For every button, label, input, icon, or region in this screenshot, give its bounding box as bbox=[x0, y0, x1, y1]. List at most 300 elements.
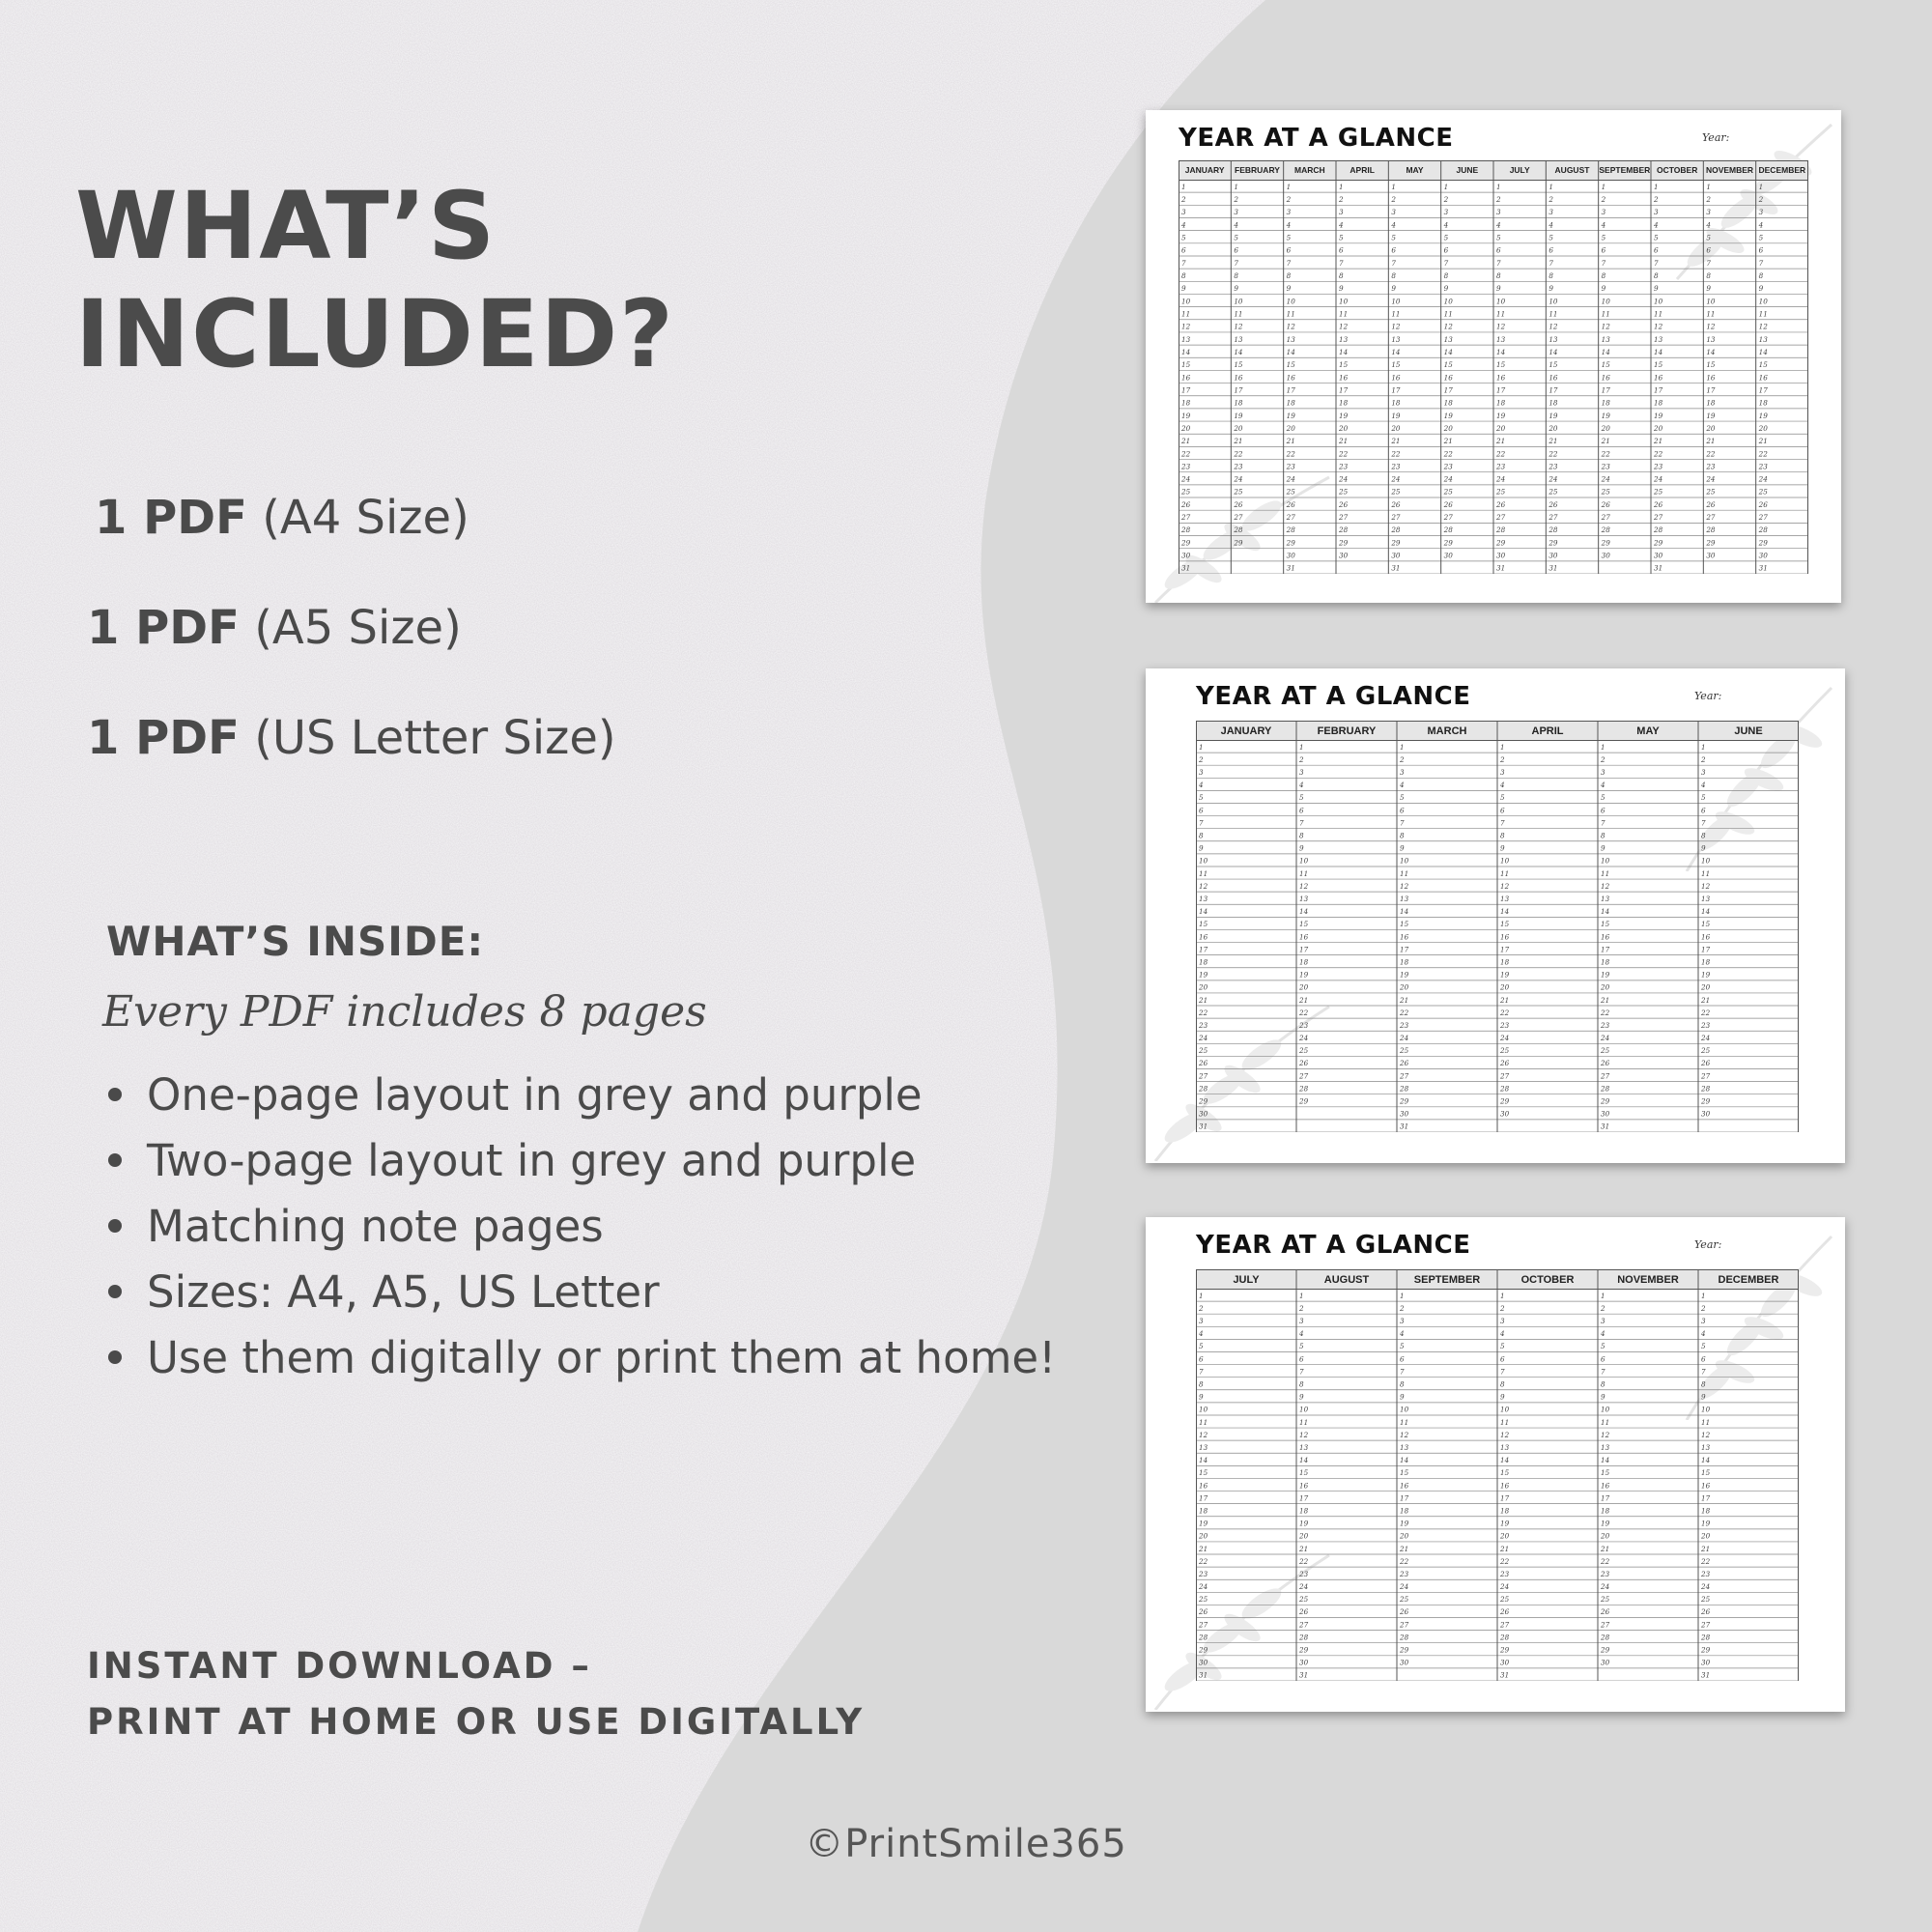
day-number: 1 bbox=[1496, 182, 1501, 191]
day-number: 5 bbox=[1299, 793, 1304, 803]
day-number: 14 bbox=[1400, 1456, 1409, 1465]
day-number: 4 bbox=[1199, 1329, 1204, 1339]
day-number: 19 bbox=[1391, 411, 1401, 420]
month-header: JULY bbox=[1233, 1274, 1260, 1287]
day-number: 17 bbox=[1391, 385, 1401, 395]
day-number: 30 bbox=[1654, 551, 1663, 560]
day-number: 15 bbox=[1500, 1468, 1510, 1478]
day-number: 12 bbox=[1181, 322, 1191, 331]
day-number: 23 bbox=[1701, 1569, 1711, 1578]
day-number: 22 bbox=[1500, 1556, 1510, 1566]
day-number: 9 bbox=[1286, 284, 1292, 294]
day-number: 13 bbox=[1500, 1442, 1510, 1452]
day-number: 9 bbox=[1400, 1392, 1405, 1402]
day-number: 4 bbox=[1500, 1329, 1505, 1339]
day-number: 3 bbox=[1286, 208, 1292, 217]
month-header: MAY bbox=[1406, 165, 1424, 176]
bullet-icon bbox=[108, 1219, 122, 1233]
day-number: 2 bbox=[1500, 1303, 1505, 1313]
day-number: 14 bbox=[1199, 907, 1208, 917]
day-number: 6 bbox=[1199, 806, 1204, 815]
day-number: 24 bbox=[1199, 1582, 1208, 1592]
day-number: 15 bbox=[1391, 360, 1401, 370]
day-number: 15 bbox=[1234, 360, 1243, 370]
day-number: 7 bbox=[1654, 258, 1659, 268]
day-number: 23 bbox=[1400, 1020, 1409, 1030]
day-number: 28 bbox=[1548, 526, 1558, 535]
day-number: 23 bbox=[1199, 1020, 1208, 1030]
day-number: 8 bbox=[1234, 271, 1238, 280]
day-number: 9 bbox=[1500, 1392, 1505, 1402]
day-number: 10 bbox=[1443, 297, 1453, 306]
day-number: 4 bbox=[1701, 1329, 1706, 1339]
day-number: 12 bbox=[1299, 881, 1309, 891]
day-number: 13 bbox=[1339, 334, 1349, 344]
day-number: 27 bbox=[1701, 1620, 1711, 1630]
day-number: 2 bbox=[1400, 1303, 1405, 1313]
day-number: 14 bbox=[1443, 347, 1453, 356]
day-number: 19 bbox=[1601, 411, 1610, 420]
day-number: 29 bbox=[1286, 538, 1295, 548]
day-number: 21 bbox=[1199, 1544, 1208, 1553]
day-number: 18 bbox=[1199, 957, 1208, 967]
day-number: 7 bbox=[1701, 1367, 1706, 1377]
preview-card-full-year bbox=[1146, 110, 1841, 603]
day-number: 5 bbox=[1391, 233, 1396, 242]
day-number: 29 bbox=[1299, 1645, 1309, 1655]
day-number: 18 bbox=[1181, 398, 1191, 408]
day-number: 6 bbox=[1400, 806, 1405, 815]
day-number: 1 bbox=[1391, 182, 1396, 191]
day-number: 16 bbox=[1654, 373, 1663, 383]
day-number: 4 bbox=[1400, 1329, 1405, 1339]
day-number: 13 bbox=[1601, 894, 1610, 903]
day-number: 4 bbox=[1339, 220, 1344, 230]
day-number: 23 bbox=[1654, 462, 1663, 471]
day-number: 4 bbox=[1286, 220, 1292, 230]
day-number: 22 bbox=[1234, 449, 1243, 459]
day-number: 18 bbox=[1701, 1506, 1711, 1516]
day-number: 26 bbox=[1299, 1607, 1309, 1617]
day-number: 17 bbox=[1496, 385, 1506, 395]
day-number: 17 bbox=[1400, 945, 1409, 954]
day-number: 22 bbox=[1601, 449, 1610, 459]
day-number: 11 bbox=[1400, 868, 1409, 878]
day-number: 1 bbox=[1339, 182, 1344, 191]
day-number: 27 bbox=[1496, 513, 1506, 523]
day-number: 4 bbox=[1299, 1329, 1304, 1339]
day-number: 8 bbox=[1500, 831, 1505, 840]
day-number: 9 bbox=[1391, 284, 1396, 294]
day-number: 20 bbox=[1654, 423, 1663, 433]
day-number: 24 bbox=[1400, 1034, 1409, 1043]
day-number: 20 bbox=[1601, 1531, 1610, 1541]
day-number: 30 bbox=[1339, 551, 1349, 560]
day-number: 7 bbox=[1181, 258, 1186, 268]
calendar-grid bbox=[1196, 1269, 1799, 1681]
day-number: 21 bbox=[1234, 437, 1243, 446]
day-number: 7 bbox=[1601, 1367, 1605, 1377]
day-number: 16 bbox=[1548, 373, 1558, 383]
day-number: 23 bbox=[1199, 1569, 1208, 1578]
day-number: 11 bbox=[1199, 868, 1208, 878]
day-number: 22 bbox=[1601, 1556, 1610, 1566]
day-number: 25 bbox=[1601, 487, 1610, 497]
day-number: 4 bbox=[1496, 220, 1501, 230]
day-number: 13 bbox=[1299, 1442, 1309, 1452]
day-number: 15 bbox=[1496, 360, 1506, 370]
page-heading bbox=[75, 172, 675, 388]
day-number: 5 bbox=[1400, 793, 1405, 803]
day-number: 29 bbox=[1601, 1096, 1610, 1106]
day-number: 5 bbox=[1299, 1342, 1304, 1351]
bullet-icon bbox=[108, 1350, 122, 1364]
day-number: 6 bbox=[1500, 1354, 1505, 1364]
day-number: 18 bbox=[1706, 398, 1716, 408]
day-number: 30 bbox=[1181, 551, 1191, 560]
day-number: 22 bbox=[1548, 449, 1558, 459]
day-number: 10 bbox=[1500, 1405, 1510, 1414]
calendar-grid bbox=[1196, 721, 1799, 1132]
day-number: 30 bbox=[1443, 551, 1453, 560]
day-number: 16 bbox=[1758, 373, 1768, 383]
day-number: 23 bbox=[1443, 462, 1453, 471]
day-number: 7 bbox=[1391, 258, 1396, 268]
day-number: 21 bbox=[1496, 437, 1506, 446]
day-number: 1 bbox=[1400, 742, 1405, 752]
day-number: 9 bbox=[1601, 1392, 1605, 1402]
day-number: 10 bbox=[1706, 297, 1716, 306]
day-number: 12 bbox=[1758, 322, 1768, 331]
day-number: 19 bbox=[1758, 411, 1768, 420]
day-number: 10 bbox=[1199, 856, 1208, 866]
day-number: 30 bbox=[1601, 1658, 1610, 1667]
month-header: MAY bbox=[1636, 725, 1660, 738]
day-number: 20 bbox=[1601, 423, 1610, 433]
day-number: 27 bbox=[1654, 513, 1663, 523]
day-number: 2 bbox=[1199, 754, 1204, 764]
day-number: 16 bbox=[1701, 1481, 1711, 1491]
day-number: 20 bbox=[1500, 982, 1510, 992]
day-number: 8 bbox=[1199, 831, 1204, 840]
day-number: 25 bbox=[1443, 487, 1453, 497]
day-number: 6 bbox=[1601, 806, 1605, 815]
day-number: 22 bbox=[1199, 1556, 1208, 1566]
day-number: 5 bbox=[1601, 1342, 1605, 1351]
calendar-grid bbox=[1179, 160, 1808, 574]
day-number: 21 bbox=[1654, 437, 1663, 446]
list-item bbox=[108, 1128, 1056, 1194]
day-number: 6 bbox=[1234, 245, 1238, 255]
day-number: 5 bbox=[1548, 233, 1553, 242]
day-number: 26 bbox=[1286, 499, 1295, 509]
day-number: 15 bbox=[1339, 360, 1349, 370]
day-number: 25 bbox=[1601, 1595, 1610, 1605]
day-number: 12 bbox=[1400, 1430, 1409, 1439]
day-number: 23 bbox=[1400, 1569, 1409, 1578]
feature-text: Sizes: A4, A5, US Letter bbox=[147, 1266, 660, 1318]
day-number: 17 bbox=[1199, 945, 1208, 954]
day-number: 3 bbox=[1299, 1317, 1304, 1326]
day-number: 13 bbox=[1500, 894, 1510, 903]
day-number: 13 bbox=[1400, 1442, 1409, 1452]
day-number: 20 bbox=[1339, 423, 1349, 433]
day-number: 24 bbox=[1199, 1034, 1208, 1043]
day-number: 3 bbox=[1181, 208, 1186, 217]
day-number: 2 bbox=[1654, 195, 1659, 205]
day-number: 8 bbox=[1654, 271, 1659, 280]
day-number: 31 bbox=[1548, 563, 1558, 573]
day-number: 23 bbox=[1706, 462, 1716, 471]
day-number: 19 bbox=[1286, 411, 1295, 420]
day-number: 28 bbox=[1500, 1084, 1510, 1094]
day-number: 1 bbox=[1601, 1291, 1605, 1300]
day-number: 13 bbox=[1654, 334, 1663, 344]
bullet-icon bbox=[108, 1088, 122, 1101]
day-number: 23 bbox=[1548, 462, 1558, 471]
day-number: 22 bbox=[1706, 449, 1716, 459]
month-header: DECEMBER bbox=[1718, 1274, 1779, 1287]
day-number: 31 bbox=[1199, 1670, 1208, 1680]
day-number: 8 bbox=[1706, 271, 1711, 280]
day-number: 20 bbox=[1548, 423, 1558, 433]
day-number: 14 bbox=[1391, 347, 1401, 356]
day-number: 4 bbox=[1181, 220, 1186, 230]
day-number: 25 bbox=[1199, 1595, 1208, 1605]
day-number: 27 bbox=[1758, 513, 1768, 523]
day-number: 4 bbox=[1601, 220, 1606, 230]
day-number: 5 bbox=[1701, 1342, 1706, 1351]
day-number: 30 bbox=[1199, 1658, 1208, 1667]
day-number: 14 bbox=[1286, 347, 1295, 356]
day-number: 2 bbox=[1601, 754, 1605, 764]
day-number: 5 bbox=[1701, 793, 1706, 803]
day-number: 24 bbox=[1601, 474, 1610, 484]
day-number: 27 bbox=[1500, 1071, 1510, 1081]
day-number: 16 bbox=[1601, 1481, 1610, 1491]
month-header: OCTOBER bbox=[1520, 1274, 1575, 1287]
day-number: 6 bbox=[1400, 1354, 1405, 1364]
month-header: FEBRUARY bbox=[1317, 725, 1377, 738]
day-number: 11 bbox=[1496, 309, 1506, 319]
day-number: 1 bbox=[1199, 742, 1204, 752]
day-number: 15 bbox=[1400, 920, 1409, 929]
day-number: 25 bbox=[1299, 1046, 1309, 1056]
day-number: 27 bbox=[1339, 513, 1349, 523]
day-number: 20 bbox=[1234, 423, 1243, 433]
day-number: 18 bbox=[1234, 398, 1243, 408]
day-number: 12 bbox=[1701, 1430, 1711, 1439]
day-number: 24 bbox=[1299, 1034, 1309, 1043]
day-number: 10 bbox=[1701, 856, 1711, 866]
bullet-icon bbox=[108, 1285, 122, 1298]
day-number: 16 bbox=[1286, 373, 1295, 383]
day-number: 8 bbox=[1601, 271, 1606, 280]
heading-line-1: WHAT’S bbox=[75, 172, 497, 280]
day-number: 9 bbox=[1701, 1392, 1706, 1402]
day-number: 28 bbox=[1299, 1084, 1309, 1094]
day-number: 17 bbox=[1654, 385, 1663, 395]
day-number: 3 bbox=[1443, 208, 1449, 217]
day-number: 19 bbox=[1701, 970, 1711, 980]
day-number: 19 bbox=[1654, 411, 1663, 420]
day-number: 26 bbox=[1701, 1059, 1711, 1068]
day-number: 6 bbox=[1548, 245, 1553, 255]
day-number: 16 bbox=[1400, 1481, 1409, 1491]
day-number: 28 bbox=[1391, 526, 1401, 535]
day-number: 3 bbox=[1299, 768, 1304, 778]
day-number: 21 bbox=[1701, 1544, 1711, 1553]
preview-card-first-half bbox=[1146, 668, 1845, 1163]
day-number: 19 bbox=[1443, 411, 1453, 420]
day-number: 5 bbox=[1758, 233, 1764, 242]
day-number: 7 bbox=[1500, 818, 1505, 828]
day-number: 25 bbox=[1500, 1595, 1510, 1605]
day-number: 27 bbox=[1601, 1071, 1610, 1081]
day-number: 23 bbox=[1181, 462, 1191, 471]
pdf-size: (A4 Size) bbox=[262, 491, 469, 545]
day-number: 1 bbox=[1299, 1291, 1304, 1300]
day-number: 8 bbox=[1548, 271, 1553, 280]
day-number: 22 bbox=[1601, 1008, 1610, 1017]
day-number: 26 bbox=[1500, 1059, 1510, 1068]
day-number: 19 bbox=[1400, 970, 1409, 980]
day-number: 18 bbox=[1500, 957, 1510, 967]
day-number: 10 bbox=[1496, 297, 1506, 306]
day-number: 21 bbox=[1443, 437, 1453, 446]
day-number: 28 bbox=[1400, 1633, 1409, 1642]
day-number: 30 bbox=[1701, 1109, 1711, 1119]
day-number: 23 bbox=[1286, 462, 1295, 471]
day-number: 2 bbox=[1758, 195, 1764, 205]
day-number: 26 bbox=[1548, 499, 1558, 509]
day-number: 29 bbox=[1500, 1645, 1510, 1655]
day-number: 21 bbox=[1400, 1544, 1409, 1553]
year-label: Year: bbox=[1702, 131, 1730, 144]
day-number: 27 bbox=[1391, 513, 1401, 523]
day-number: 10 bbox=[1601, 856, 1610, 866]
day-number: 5 bbox=[1199, 793, 1204, 803]
feature-text: Use them digitally or print them at home! bbox=[147, 1332, 1057, 1383]
day-number: 10 bbox=[1500, 856, 1510, 866]
day-number: 3 bbox=[1199, 768, 1204, 778]
day-number: 27 bbox=[1181, 513, 1191, 523]
preview-card-second-half bbox=[1146, 1217, 1845, 1712]
day-number: 15 bbox=[1601, 920, 1610, 929]
day-number: 9 bbox=[1299, 1392, 1304, 1402]
day-number: 5 bbox=[1339, 233, 1344, 242]
day-number: 28 bbox=[1443, 526, 1453, 535]
day-number: 24 bbox=[1706, 474, 1716, 484]
day-number: 30 bbox=[1701, 1658, 1711, 1667]
day-number: 19 bbox=[1299, 970, 1309, 980]
day-number: 9 bbox=[1758, 284, 1764, 294]
pdf-count: 1 PDF bbox=[87, 601, 240, 655]
day-number: 20 bbox=[1701, 982, 1711, 992]
day-number: 24 bbox=[1234, 474, 1243, 484]
day-number: 4 bbox=[1654, 220, 1659, 230]
day-number: 10 bbox=[1286, 297, 1295, 306]
day-number: 12 bbox=[1701, 881, 1711, 891]
day-number: 11 bbox=[1500, 1417, 1510, 1427]
day-number: 13 bbox=[1443, 334, 1453, 344]
day-number: 24 bbox=[1286, 474, 1295, 484]
day-number: 1 bbox=[1181, 182, 1186, 191]
day-number: 20 bbox=[1400, 1531, 1409, 1541]
day-number: 31 bbox=[1701, 1670, 1711, 1680]
day-number: 12 bbox=[1199, 1430, 1208, 1439]
day-number: 26 bbox=[1701, 1607, 1711, 1617]
day-number: 8 bbox=[1339, 271, 1344, 280]
day-number: 18 bbox=[1701, 957, 1711, 967]
day-number: 24 bbox=[1654, 474, 1663, 484]
day-number: 4 bbox=[1601, 1329, 1605, 1339]
day-number: 1 bbox=[1299, 742, 1304, 752]
day-number: 17 bbox=[1548, 385, 1558, 395]
day-number: 18 bbox=[1299, 1506, 1309, 1516]
day-number: 1 bbox=[1443, 182, 1449, 191]
day-number: 22 bbox=[1496, 449, 1506, 459]
day-number: 15 bbox=[1701, 920, 1711, 929]
day-number: 24 bbox=[1601, 1582, 1610, 1592]
day-number: 16 bbox=[1199, 1481, 1208, 1491]
day-number: 20 bbox=[1496, 423, 1506, 433]
month-header: NOVEMBER bbox=[1617, 1274, 1679, 1287]
day-number: 5 bbox=[1601, 233, 1606, 242]
day-number: 21 bbox=[1758, 437, 1768, 446]
day-number: 16 bbox=[1400, 932, 1409, 942]
day-number: 18 bbox=[1199, 1506, 1208, 1516]
day-number: 14 bbox=[1400, 907, 1409, 917]
day-number: 1 bbox=[1500, 1291, 1505, 1300]
day-number: 18 bbox=[1391, 398, 1401, 408]
day-number: 19 bbox=[1706, 411, 1716, 420]
day-number: 4 bbox=[1758, 220, 1764, 230]
day-number: 4 bbox=[1706, 220, 1711, 230]
day-number: 17 bbox=[1339, 385, 1349, 395]
day-number: 2 bbox=[1234, 195, 1238, 205]
day-number: 8 bbox=[1400, 831, 1405, 840]
day-number: 8 bbox=[1443, 271, 1449, 280]
day-number: 20 bbox=[1286, 423, 1295, 433]
day-number: 21 bbox=[1286, 437, 1295, 446]
day-number: 1 bbox=[1601, 182, 1606, 191]
day-number: 26 bbox=[1601, 1059, 1610, 1068]
day-number: 29 bbox=[1706, 538, 1716, 548]
day-number: 15 bbox=[1286, 360, 1295, 370]
day-number: 18 bbox=[1286, 398, 1295, 408]
day-number: 12 bbox=[1286, 322, 1295, 331]
day-number: 10 bbox=[1758, 297, 1768, 306]
day-number: 11 bbox=[1701, 868, 1711, 878]
day-number: 28 bbox=[1496, 526, 1506, 535]
day-number: 5 bbox=[1234, 233, 1238, 242]
month-header: APRIL bbox=[1350, 165, 1375, 176]
day-number: 11 bbox=[1654, 309, 1663, 319]
day-number: 10 bbox=[1391, 297, 1401, 306]
day-number: 31 bbox=[1601, 1122, 1610, 1131]
day-number: 10 bbox=[1299, 1405, 1309, 1414]
day-number: 28 bbox=[1701, 1084, 1711, 1094]
day-number: 6 bbox=[1701, 1354, 1706, 1364]
day-number: 2 bbox=[1400, 754, 1405, 764]
month-header: JANUARY bbox=[1184, 165, 1225, 176]
day-number: 22 bbox=[1299, 1008, 1309, 1017]
day-number: 28 bbox=[1701, 1633, 1711, 1642]
day-number: 13 bbox=[1391, 334, 1401, 344]
day-number: 2 bbox=[1299, 1303, 1304, 1313]
day-number: 20 bbox=[1199, 982, 1208, 992]
